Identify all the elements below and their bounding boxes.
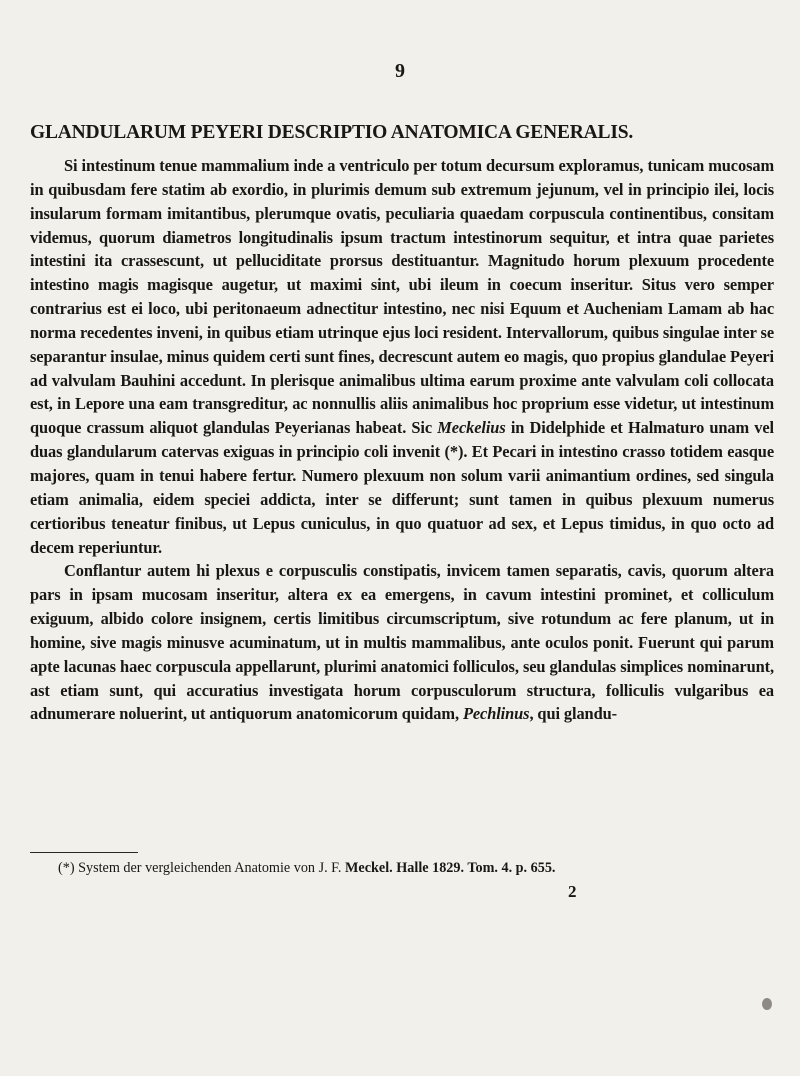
paragraph-2-end: , qui glandu-: [529, 704, 617, 724]
footnote-author: Meckel.: [345, 860, 393, 876]
paragraph-1-continuation: in Didelphide et Halmaturo unam vel duas glandularum catervas exiguas in principio coli invenit (*). Et Pecari in intestino crasso totidem easque majores, quam in tenui habere fertur. Numero plexuum non solum varii animantium ordines, sed singula etiam animalia, eidem speciei addicta, inter se differunt; sunt tamen in quibus plexuum numerus certioribus teneatur finibus, ut Lepus cuniculus, in quo quatuor ad sex, et Lepus timidus, in quo octo ad decem reperiuntur.: [30, 418, 774, 557]
page-title: GLANDULARUM PEYERI DESCRIPTIO ANATOMICA GENERALIS.: [30, 122, 634, 143]
footnote-rule: [30, 852, 138, 853]
author-name-meckelius: Meckelius: [437, 418, 506, 438]
signature-mark: 2: [568, 882, 577, 901]
page-number: 9: [395, 60, 405, 82]
footnote: [58, 860, 778, 877]
footnote-text: (*) System der vergleichenden Anatomie von J. F.: [58, 860, 342, 876]
paragraph-2: [30, 559, 774, 726]
author-name-pechlinus: Pechlinus: [462, 704, 530, 724]
footnote-citation: Halle 1829. Tom. 4. p. 655.: [396, 860, 556, 876]
paragraph-2-text: Conflantur autem hi plexus e corpusculis constipatis, invicem tamen separatis, cavis, quorum altera pars in ipsam mucosam inseritur, altera ex ea emergens, in cavum intestini prominet, et colliculum exiguum, albido colore insignem, certis limitibus circumscriptum, sive rotundum ac fere planum, ut in homine, sive magis minusve acuminatum, ut in multis mammalibus, ante oculos ponit. Fuerunt qui parum apte lacunas haec corpuscula appellarunt, plurimi anatomici folliculos, seu glandulas simplices nominarunt, ast etiam sunt, qui accuratius investigata horum corpusculorum structura, folliculis vulgaribus ea adnumerare noluerint, ut antiquorum anatomicorum quidam,: [30, 561, 774, 724]
paragraph-1-text: Si intestinum tenue mammalium inde a ventriculo per totum decursum exploramus, tunicam mucosam in quibusdam fere statim ab exordio, in plurimis demum sub extremum jejunum, vel in principio ilei, locis insularum formam imitantibus, plerumque ovatis, peculiaria quaedam corpuscula continentibus, consitam videmus, quorum diametros longitudinalis ipsum tractum intestinorum sequitur, et intra quae parietes intestini ita crassescunt, ut pelluciditate prorsus destituantur. Magnitudo horum plexuum procedente intestino magis magisque augetur, ut maximi sint, ubi ileum in coecum inseritur. Situs vero semper contrarius est ei loco, ubi peritonaeum adnectitur intestino, nec nisi Equum et Aucheniam Lamam ab hac norma recedentes inveni, in quibus etiam utrinque ejus loci resident. Intervallorum, quibus singulae inter se separantur insulae, minus quidem certi sunt fines, decrescunt autem eo magis, quo propius glandulae Peyeri ad valvulam Bauhini accedunt. In plerisque animalibus ultima earum proxime ante valvulam coli collocata est, in Lepore una eam transgreditur, ac nonnullis aliis animalibus hoc proprium esse videtur, ut intestinum quoque crassum aliquot glandulas Peyerianas habeat. Sic: [30, 156, 774, 438]
body-text: [30, 154, 774, 726]
paragraph-1: [30, 154, 774, 559]
ink-speck: [762, 998, 772, 1010]
